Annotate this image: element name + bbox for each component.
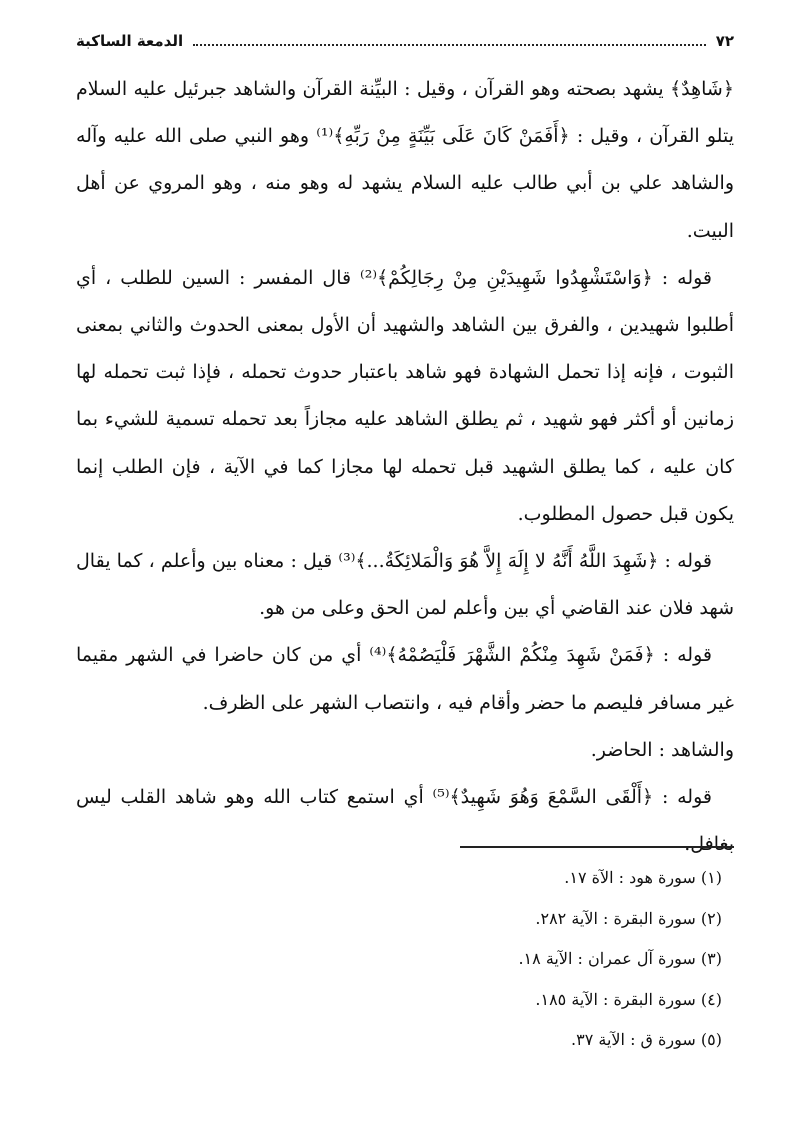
paragraph: قوله : ﴿وَاسْتَشْهِدُوا شَهِيدَيْنِ مِنْ رِجَالِكُمْ﴾⁽²⁾ قال المفسر : السين للطلب ، أي أطلبوا شهيدين ، والفرق بين الشاهد والشهيد أن الأول بمعنى الحدوث والثاني بمعنى الثبوت ، فإنه إذا تحمل الشهادة فهو شاهد باعتبار حدوث تحمله ، فإذا ثبت تحمله لها زمانين أو أكثر فهو شهيد ، ثم يطلق الشاهد عليه مجازاً بعد تحمله تسمية للشيء بما كان عليه ، كما يطلق الشهيد قبل تحمله لها مجازا كما في الآية ، فإن الطلب إنما يكون قبل حصول المطلوب. — [76, 266, 734, 525]
paragraph: قوله : ﴿فَمَنْ شَهِدَ مِنْكُمْ الشَّهْرَ فَلْيَصُمْهُ﴾⁽⁴⁾ أي من كان حاضرا في الشهر مقيما غير مسافر فليصم ما حضر وأقام فيه ، وانتصاب الشهر على الظرف. — [76, 644, 734, 714]
footnote-separator — [460, 846, 734, 848]
footnote: (٢) سورة البقرة : الآية ٢٨٢. — [535, 908, 722, 928]
footnote: (٥) سورة ق : الآية ٣٧. — [571, 1030, 722, 1049]
page-number: ٧٢ — [715, 32, 734, 50]
book-title: الدمعة الساكبة — [76, 32, 184, 50]
header-dotted-leader — [193, 44, 706, 46]
footnote: (١) سورة هود : الآة ١٧. — [564, 868, 722, 887]
footnotes — [76, 858, 722, 1061]
paragraph: والشاهد : الحاضر. — [590, 738, 734, 761]
paragraph: قوله : ﴿شَهِدَ اللَّهُ أَنَّهُ لا إِلَهَ إِلاَّ هُوَ وَالْمَلائِكَةُ...﴾⁽³⁾ قيل : معناه بين وأعلم ، كما يقال شهد فلان عند القاضي أي بين وأعلم لمن الحق وعلى من هو. — [76, 550, 734, 620]
footnote: (٤) سورة البقرة : الآية ١٨٥. — [535, 989, 722, 1009]
page-header — [76, 28, 734, 54]
main-text — [76, 66, 734, 868]
paragraph: قوله : ﴿أَلْقَى السَّمْعَ وَهُوَ شَهِيدٌ﴾⁽⁵⁾ أي استمع كتاب الله وهو شاهد القلب ليس بغافل. — [76, 786, 734, 856]
footnote: (٣) سورة آل عمران : الآية ١٨. — [518, 949, 722, 968]
paragraph: ﴿شَاهِدٌ﴾ يشهد بصحته وهو القرآن ، وقيل : البيِّنة القرآن والشاهد جبرئيل عليه السلام يتلو القرآن ، وقيل : ﴿أَفَمَنْ كَانَ عَلَى بَيِّنَةٍ مِنْ رَبِّهِ﴾⁽¹⁾ وهو النبي صلى الله عليه وآله والشاهد علي بن أبي طالب عليه السلام يشهد له وهو منه ، وهو المروي عن أهل البيت. — [76, 78, 734, 242]
